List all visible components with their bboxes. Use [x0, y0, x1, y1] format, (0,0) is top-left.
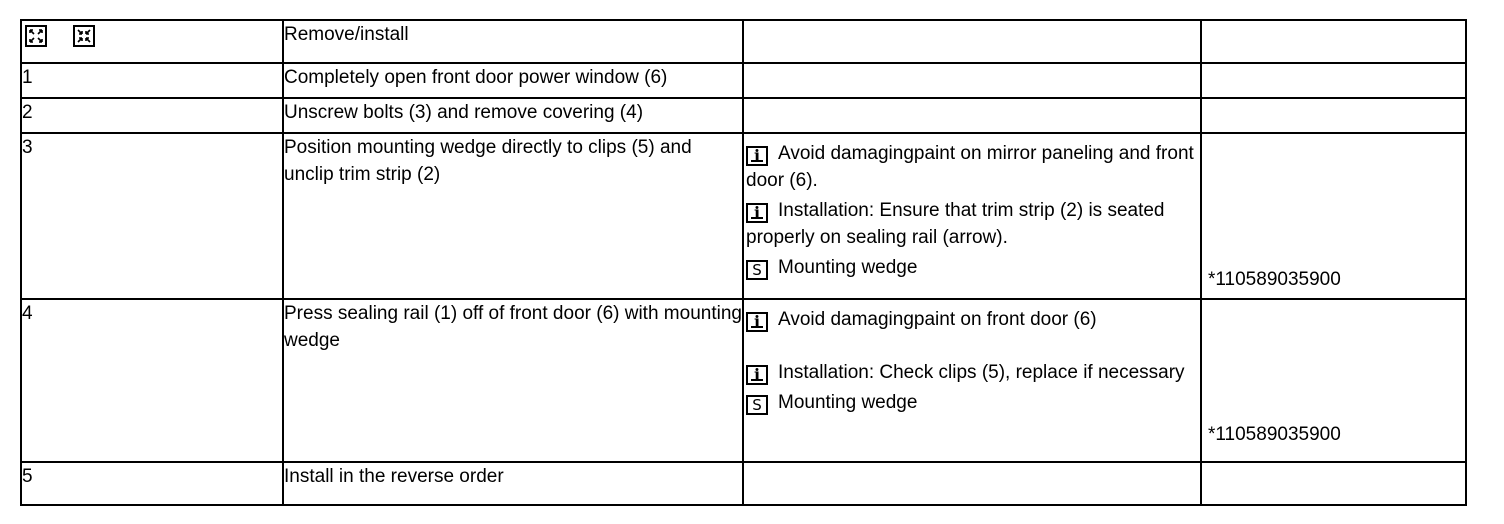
info-icon: i [746, 203, 768, 223]
table-row [21, 98, 1466, 133]
tool-cell [1201, 98, 1466, 133]
note-item [744, 254, 1200, 281]
info-icon: i [746, 365, 768, 385]
step-text: Install in the reverse order [283, 462, 743, 505]
remove-icon [25, 25, 47, 47]
tool-cell [1201, 462, 1466, 505]
procedure-table [20, 19, 1467, 506]
step-number: 3 [21, 133, 283, 299]
tool-cell [1201, 133, 1466, 299]
table-row [21, 63, 1466, 98]
note-item [744, 197, 1200, 251]
step-text: Completely open front door power window (6) [283, 63, 743, 98]
table-row [21, 462, 1466, 505]
step-text: Press sealing rail (1) off of front door (6) with mounting wedge [283, 299, 743, 462]
step-number: 5 [21, 462, 283, 505]
step-text: Position mounting wedge directly to clips (5) and unclip trim strip (2) [283, 133, 743, 299]
note-text: Mounting wedge [778, 257, 918, 278]
note-item [744, 140, 1200, 194]
notes-cell [743, 133, 1201, 299]
note-item [744, 359, 1200, 386]
table-row [21, 133, 1466, 299]
note-text: Mounting wedge [778, 392, 918, 413]
step-number: 4 [21, 299, 283, 462]
table-row [21, 299, 1466, 462]
tool-number: *110589035900 [1208, 269, 1341, 290]
special-tool-icon: S [746, 395, 768, 415]
tool-number: *110589035900 [1208, 424, 1341, 445]
notes-cell [743, 98, 1201, 133]
notes-cell [743, 462, 1201, 505]
special-tool-icon: S [746, 260, 768, 280]
step-number: 1 [21, 63, 283, 98]
notes-cell [743, 299, 1201, 462]
header-empty-cell [743, 20, 1201, 63]
note-text: Avoid damagingpaint on front door (6) [778, 309, 1097, 330]
note-text: Avoid damagingpaint on mirror paneling and front door (6). [746, 143, 1194, 191]
tool-cell [1201, 63, 1466, 98]
note-item [744, 306, 1200, 333]
note-text: Installation: Check clips (5), replace if necessary [778, 362, 1185, 383]
table-header-row [21, 20, 1466, 63]
notes-cell [743, 63, 1201, 98]
note-item [744, 389, 1200, 416]
step-text: Unscrew bolts (3) and remove covering (4) [283, 98, 743, 133]
header-title: Remove/install [283, 20, 743, 63]
info-icon: i [746, 146, 768, 166]
header-empty-cell [1201, 20, 1466, 63]
note-text: Installation: Ensure that trim strip (2) is seated properly on sealing rail (arrow). [746, 200, 1165, 248]
step-number: 2 [21, 98, 283, 133]
header-icons-cell [21, 20, 283, 63]
tool-cell [1201, 299, 1466, 462]
info-icon: i [746, 312, 768, 332]
install-icon [73, 25, 95, 47]
